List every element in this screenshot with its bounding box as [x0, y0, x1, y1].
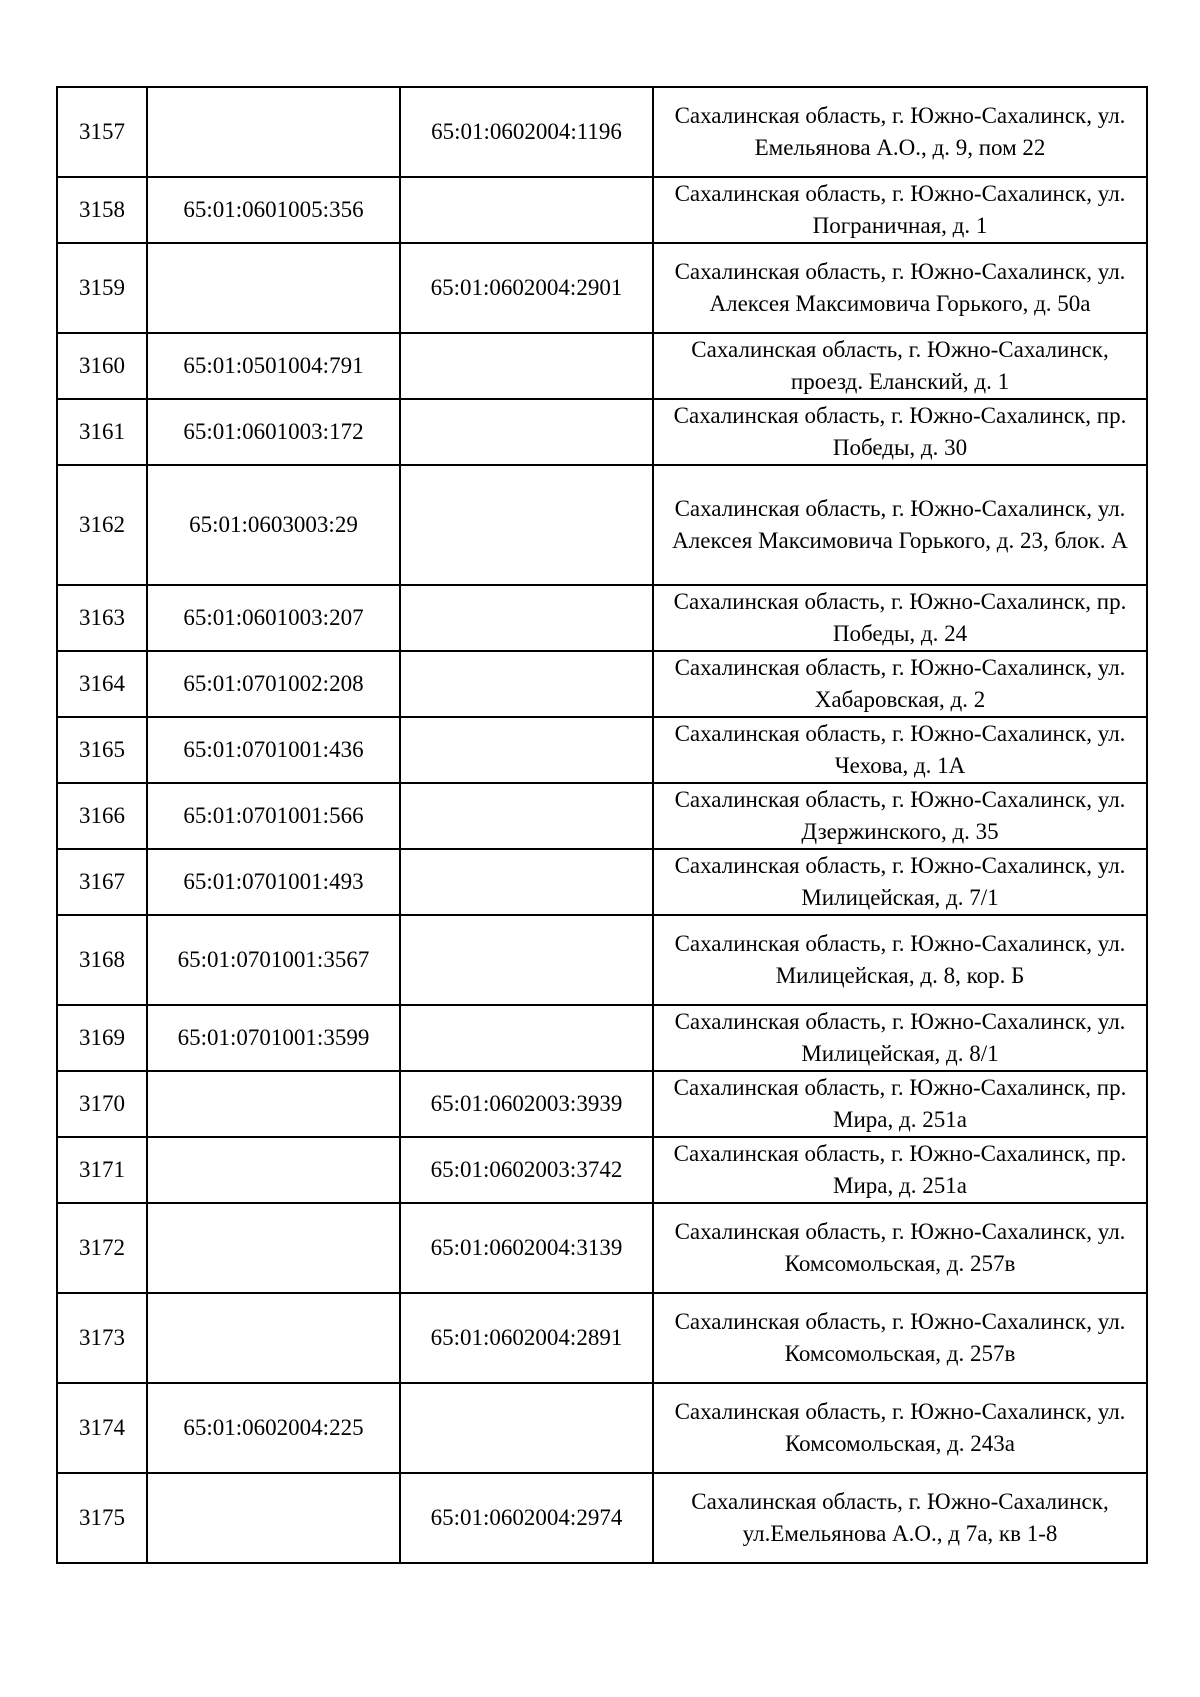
table-row — [57, 1383, 1147, 1473]
table-row — [57, 87, 1147, 177]
row-number-cell: 3170 — [57, 1071, 147, 1137]
parcel-cadastral-number-cell — [147, 1137, 400, 1203]
row-number-cell: 3158 — [57, 177, 147, 243]
table-row — [57, 1071, 1147, 1137]
registry-table — [56, 86, 1148, 1564]
row-number-cell: 3167 — [57, 849, 147, 915]
table-row — [57, 651, 1147, 717]
parcel-cadastral-number-cell: 65:01:0501004:791 — [147, 333, 400, 399]
parcel-cadastral-number-cell — [147, 1293, 400, 1383]
parcel-cadastral-number-cell: 65:01:0601005:356 — [147, 177, 400, 243]
table-row — [57, 1293, 1147, 1383]
building-cadastral-number-cell: 65:01:0602004:2974 — [400, 1473, 653, 1563]
building-cadastral-number-cell: 65:01:0602003:3742 — [400, 1137, 653, 1203]
parcel-cadastral-number-cell: 65:01:0701001:436 — [147, 717, 400, 783]
building-cadastral-number-cell — [400, 399, 653, 465]
registry-body — [57, 87, 1147, 1563]
row-number-cell: 3157 — [57, 87, 147, 177]
address-cell: Сахалинская область, г. Южно-Сахалинск, проезд. Еланский, д. 1 — [653, 333, 1147, 399]
building-cadastral-number-cell — [400, 177, 653, 243]
table-row — [57, 1203, 1147, 1293]
building-cadastral-number-cell — [400, 849, 653, 915]
parcel-cadastral-number-cell — [147, 243, 400, 333]
address-cell: Сахалинская область, г. Южно-Сахалинск, ул. Хабаровская, д. 2 — [653, 651, 1147, 717]
building-cadastral-number-cell: 65:01:0602004:1196 — [400, 87, 653, 177]
row-number-cell: 3162 — [57, 465, 147, 585]
building-cadastral-number-cell: 65:01:0602004:2891 — [400, 1293, 653, 1383]
parcel-cadastral-number-cell — [147, 1071, 400, 1137]
building-cadastral-number-cell — [400, 1383, 653, 1473]
parcel-cadastral-number-cell: 65:01:0601003:172 — [147, 399, 400, 465]
row-number-cell: 3171 — [57, 1137, 147, 1203]
address-cell: Сахалинская область, г. Южно-Сахалинск, ул. Милицейская, д. 8/1 — [653, 1005, 1147, 1071]
table-row — [57, 465, 1147, 585]
address-cell: Сахалинская область, г. Южно-Сахалинск, пр. Победы, д. 24 — [653, 585, 1147, 651]
table-row — [57, 1473, 1147, 1563]
table-row — [57, 915, 1147, 1005]
table-row — [57, 333, 1147, 399]
building-cadastral-number-cell — [400, 783, 653, 849]
address-cell: Сахалинская область, г. Южно-Сахалинск, ул. Комсомольская, д. 243а — [653, 1383, 1147, 1473]
parcel-cadastral-number-cell — [147, 87, 400, 177]
building-cadastral-number-cell — [400, 585, 653, 651]
building-cadastral-number-cell: 65:01:0602004:3139 — [400, 1203, 653, 1293]
parcel-cadastral-number-cell: 65:01:0601003:207 — [147, 585, 400, 651]
table-row — [57, 1137, 1147, 1203]
row-number-cell: 3164 — [57, 651, 147, 717]
parcel-cadastral-number-cell — [147, 1203, 400, 1293]
address-cell: Сахалинская область, г. Южно-Сахалинск, ул. Милицейская, д. 8, кор. Б — [653, 915, 1147, 1005]
building-cadastral-number-cell — [400, 1005, 653, 1071]
address-cell: Сахалинская область, г. Южно-Сахалинск, пр. Мира, д. 251а — [653, 1137, 1147, 1203]
parcel-cadastral-number-cell: 65:01:0701001:493 — [147, 849, 400, 915]
building-cadastral-number-cell — [400, 651, 653, 717]
row-number-cell: 3175 — [57, 1473, 147, 1563]
address-cell: Сахалинская область, г. Южно-Сахалинск, ул.Емельянова А.О., д 7а, кв 1-8 — [653, 1473, 1147, 1563]
table-row — [57, 783, 1147, 849]
parcel-cadastral-number-cell: 65:01:0701001:3567 — [147, 915, 400, 1005]
row-number-cell: 3172 — [57, 1203, 147, 1293]
parcel-cadastral-number-cell: 65:01:0701001:566 — [147, 783, 400, 849]
row-number-cell: 3174 — [57, 1383, 147, 1473]
address-cell: Сахалинская область, г. Южно-Сахалинск, ул. Милицейская, д. 7/1 — [653, 849, 1147, 915]
address-cell: Сахалинская область, г. Южно-Сахалинск, ул. Алексея Максимовича Горького, д. 50а — [653, 243, 1147, 333]
address-cell: Сахалинская область, г. Южно-Сахалинск, пр. Мира, д. 251а — [653, 1071, 1147, 1137]
row-number-cell: 3173 — [57, 1293, 147, 1383]
table-row — [57, 399, 1147, 465]
address-cell: Сахалинская область, г. Южно-Сахалинск, ул. Комсомольская, д. 257в — [653, 1293, 1147, 1383]
row-number-cell: 3168 — [57, 915, 147, 1005]
building-cadastral-number-cell — [400, 915, 653, 1005]
building-cadastral-number-cell — [400, 333, 653, 399]
address-cell: Сахалинская область, г. Южно-Сахалинск, пр. Победы, д. 30 — [653, 399, 1147, 465]
address-cell: Сахалинская область, г. Южно-Сахалинск, ул. Пограничная, д. 1 — [653, 177, 1147, 243]
address-cell: Сахалинская область, г. Южно-Сахалинск, ул. Комсомольская, д. 257в — [653, 1203, 1147, 1293]
building-cadastral-number-cell: 65:01:0602003:3939 — [400, 1071, 653, 1137]
parcel-cadastral-number-cell: 65:01:0701002:208 — [147, 651, 400, 717]
row-number-cell: 3163 — [57, 585, 147, 651]
row-number-cell: 3165 — [57, 717, 147, 783]
table-row — [57, 849, 1147, 915]
table-row — [57, 585, 1147, 651]
table-row — [57, 717, 1147, 783]
building-cadastral-number-cell — [400, 717, 653, 783]
building-cadastral-number-cell: 65:01:0602004:2901 — [400, 243, 653, 333]
address-cell: Сахалинская область, г. Южно-Сахалинск, ул. Чехова, д. 1А — [653, 717, 1147, 783]
row-number-cell: 3160 — [57, 333, 147, 399]
table-row — [57, 177, 1147, 243]
address-cell: Сахалинская область, г. Южно-Сахалинск, ул. Емельянова А.О., д. 9, пом 22 — [653, 87, 1147, 177]
parcel-cadastral-number-cell: 65:01:0602004:225 — [147, 1383, 400, 1473]
building-cadastral-number-cell — [400, 465, 653, 585]
table-row — [57, 1005, 1147, 1071]
parcel-cadastral-number-cell: 65:01:0701001:3599 — [147, 1005, 400, 1071]
row-number-cell: 3161 — [57, 399, 147, 465]
address-cell: Сахалинская область, г. Южно-Сахалинск, ул. Алексея Максимовича Горького, д. 23, блок. А — [653, 465, 1147, 585]
row-number-cell: 3169 — [57, 1005, 147, 1071]
table-row — [57, 243, 1147, 333]
row-number-cell: 3166 — [57, 783, 147, 849]
parcel-cadastral-number-cell — [147, 1473, 400, 1563]
parcel-cadastral-number-cell: 65:01:0603003:29 — [147, 465, 400, 585]
address-cell: Сахалинская область, г. Южно-Сахалинск, ул. Дзержинского, д. 35 — [653, 783, 1147, 849]
row-number-cell: 3159 — [57, 243, 147, 333]
